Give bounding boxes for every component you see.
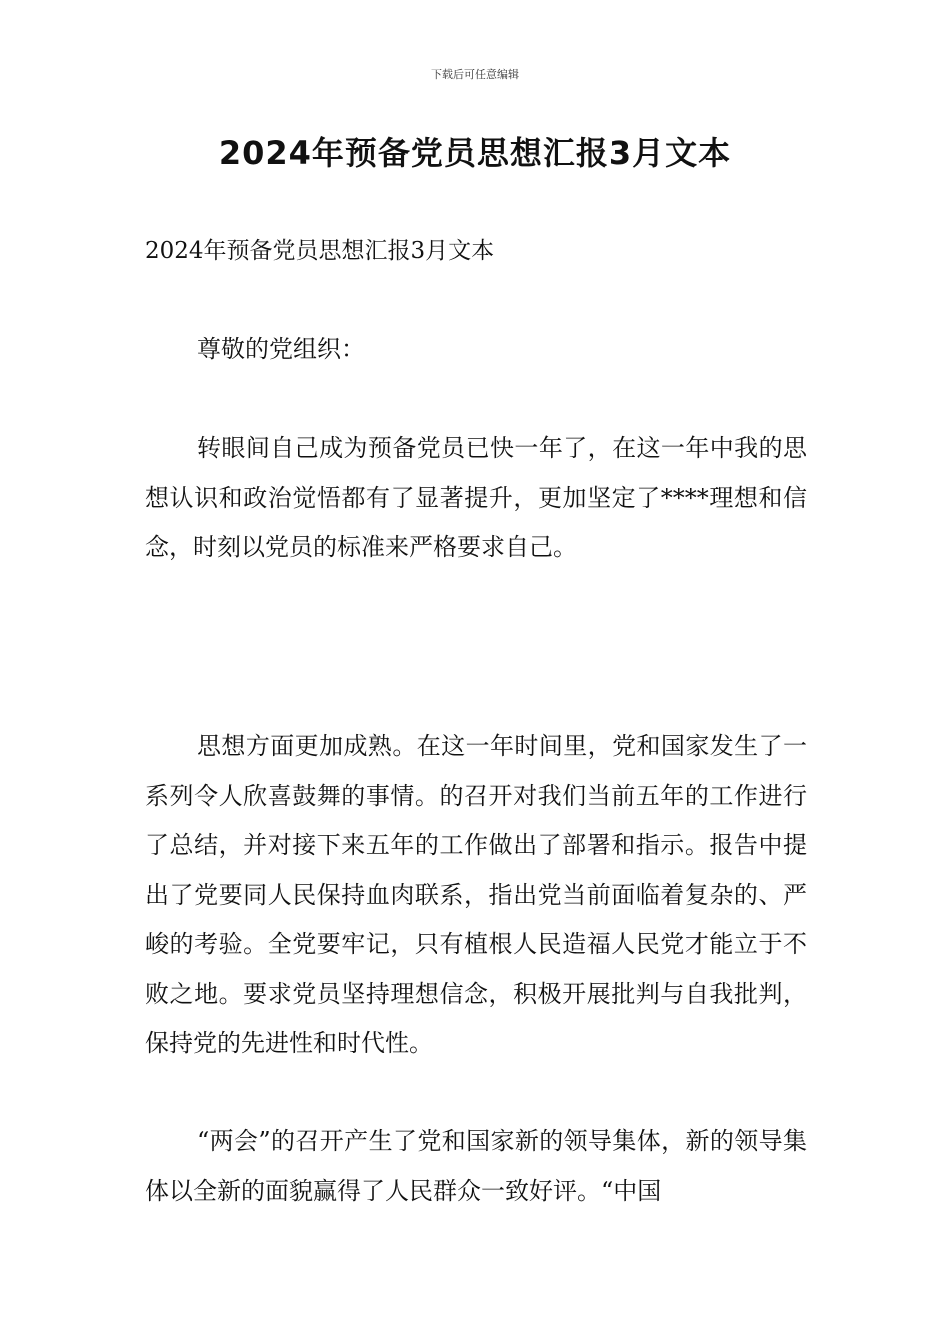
paragraph-2: 思想方面更加成熟。在这一年时间里，党和国家发生了一系列令人欣喜鼓舞的事情。的召开对我们当前五年的工作进行了总结，并对接下来五年的工作做出了部署和指示。报告中提出了党要同人民保持血肉联系，指出党当前面临着复杂的、严峻的考验。全党要牢记，只有植根人民造福人民党才能立于不败之地。要求党员坚持理想信念，积极开展批判与自我批判，保持党的先进性和时代性。 <box>145 732 807 1057</box>
paragraph-3: “两会”的召开产生了党和国家新的领导集体，新的领导集体以全新的面貌赢得了人民群众一致好评。“中国 <box>145 1127 807 1205</box>
document-title: 2024年预备党员思想汇报3月文本 <box>218 134 732 172</box>
paragraph-1: 转眼间自己成为预备党员已快一年了，在这一年中我的思想认识和政治觉悟都有了显著提升，更加坚定了****理想和信念，时刻以党员的标准来严格要求自己。 <box>145 434 807 561</box>
header-note: 下载后可任意编辑 <box>431 68 519 81</box>
document-subtitle: 2024年预备党员思想汇报3月文本 <box>145 238 495 264</box>
salutation: 尊敬的党组织： <box>197 335 365 363</box>
